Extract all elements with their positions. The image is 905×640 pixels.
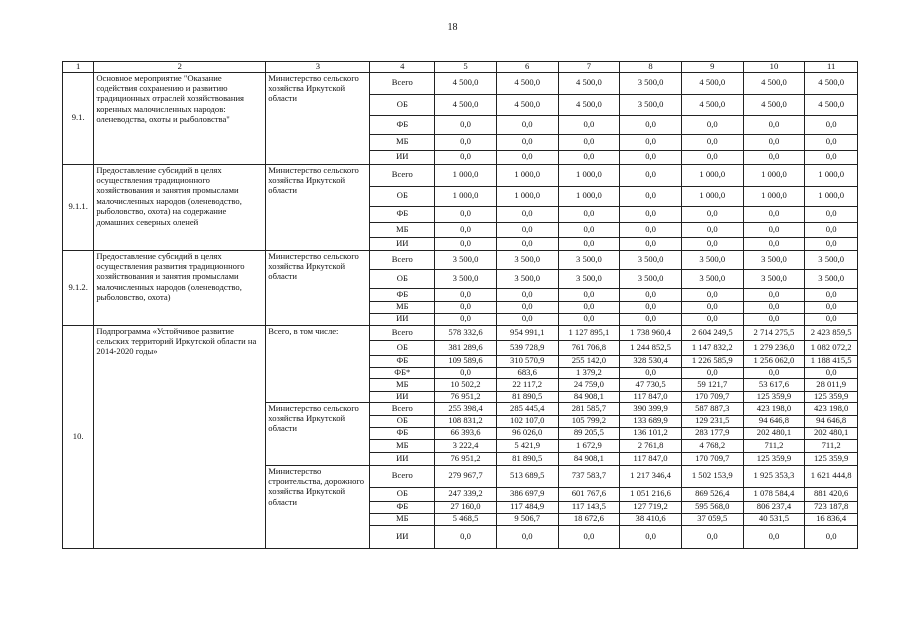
funding-source: ФБ*	[370, 367, 435, 378]
amount-cell: 285 445,4	[496, 402, 558, 415]
funding-source: ИИ	[370, 237, 435, 250]
table-body	[63, 62, 858, 549]
amount-cell: 3 500,0	[681, 250, 743, 269]
amount-cell: 5 421,9	[496, 439, 558, 452]
amount-cell: 1 188 415,5	[805, 355, 858, 367]
amount-cell: 3 500,0	[620, 72, 682, 94]
executor-cell: Всего, в том числе:	[266, 325, 370, 402]
amount-cell: 133 689,9	[620, 415, 682, 427]
amount-cell: 1 000,0	[435, 164, 497, 186]
amount-cell: 4 500,0	[496, 72, 558, 94]
amount-cell: 0,0	[558, 150, 620, 164]
amount-cell: 1 000,0	[558, 164, 620, 186]
amount-cell: 127 719,2	[620, 501, 682, 513]
amount-cell: 4 500,0	[558, 72, 620, 94]
amount-cell: 310 570,9	[496, 355, 558, 367]
amount-cell: 1 000,0	[496, 186, 558, 206]
table-row	[63, 72, 858, 94]
amount-cell: 3 500,0	[743, 250, 805, 269]
column-number-row	[63, 62, 858, 73]
amount-cell: 1 672,9	[558, 439, 620, 452]
section-title: Предоставление субсидий в целях осуществления развития традиционного хозяйствования и занятия промыслами малочисленных народов (оленеводство, рыболовство, охота)	[94, 250, 266, 325]
amount-cell: 0,0	[496, 301, 558, 313]
amount-cell: 1 000,0	[435, 186, 497, 206]
amount-cell: 3 500,0	[620, 94, 682, 115]
funding-source: ИИ	[370, 313, 435, 325]
amount-cell: 587 887,3	[681, 402, 743, 415]
funding-source: ОБ	[370, 269, 435, 288]
amount-cell: 0,0	[558, 313, 620, 325]
amount-cell: 881 420,6	[805, 487, 858, 501]
amount-cell: 0,0	[435, 288, 497, 301]
column-number: 5	[435, 62, 497, 73]
amount-cell: 0,0	[681, 134, 743, 150]
amount-cell: 0,0	[620, 237, 682, 250]
amount-cell: 0,0	[496, 313, 558, 325]
amount-cell: 3 500,0	[681, 269, 743, 288]
amount-cell: 723 187,8	[805, 501, 858, 513]
amount-cell: 578 332,6	[435, 325, 497, 340]
amount-cell: 4 500,0	[558, 94, 620, 115]
amount-cell: 0,0	[805, 115, 858, 134]
amount-cell: 4 500,0	[435, 94, 497, 115]
amount-cell: 76 951,2	[435, 452, 497, 465]
amount-cell: 4 500,0	[435, 72, 497, 94]
amount-cell: 0,0	[558, 222, 620, 237]
column-number: 7	[558, 62, 620, 73]
amount-cell: 0,0	[743, 367, 805, 378]
amount-cell: 0,0	[496, 525, 558, 548]
amount-cell: 1 925 353,3	[743, 465, 805, 487]
funding-source: МБ	[370, 301, 435, 313]
amount-cell: 125 359,9	[743, 391, 805, 402]
amount-cell: 81 890,5	[496, 391, 558, 402]
amount-cell: 0,0	[620, 164, 682, 186]
funding-source: МБ	[370, 513, 435, 525]
amount-cell: 1 244 852,5	[620, 340, 682, 355]
amount-cell: 711,2	[805, 439, 858, 452]
amount-cell: 0,0	[620, 301, 682, 313]
amount-cell: 0,0	[620, 222, 682, 237]
amount-cell: 136 101,2	[620, 427, 682, 439]
amount-cell: 1 000,0	[681, 164, 743, 186]
amount-cell: 386 697,9	[496, 487, 558, 501]
amount-cell: 125 359,9	[743, 452, 805, 465]
amount-cell: 0,0	[743, 115, 805, 134]
amount-cell: 170 709,7	[681, 391, 743, 402]
funding-source: ИИ	[370, 391, 435, 402]
amount-cell: 1 000,0	[805, 186, 858, 206]
column-number: 4	[370, 62, 435, 73]
amount-cell: 38 410,6	[620, 513, 682, 525]
amount-cell: 0,0	[743, 301, 805, 313]
amount-cell: 1 000,0	[743, 186, 805, 206]
section-code: 9.1.	[63, 72, 94, 164]
amount-cell: 0,0	[743, 134, 805, 150]
funding-source: ФБ	[370, 115, 435, 134]
funding-source: Всего	[370, 250, 435, 269]
amount-cell: 18 672,6	[558, 513, 620, 525]
funding-source: ФБ	[370, 288, 435, 301]
amount-cell: 0,0	[805, 150, 858, 164]
amount-cell: 0,0	[558, 525, 620, 548]
amount-cell: 0,0	[743, 288, 805, 301]
amount-cell: 3 500,0	[435, 250, 497, 269]
amount-cell: 247 339,2	[435, 487, 497, 501]
amount-cell: 0,0	[681, 237, 743, 250]
amount-cell: 0,0	[743, 150, 805, 164]
amount-cell: 202 480,1	[743, 427, 805, 439]
amount-cell: 0,0	[805, 206, 858, 222]
amount-cell: 539 728,9	[496, 340, 558, 355]
funding-source: ФБ	[370, 501, 435, 513]
amount-cell: 170 709,7	[681, 452, 743, 465]
funding-source: Всего	[370, 164, 435, 186]
amount-cell: 954 991,1	[496, 325, 558, 340]
amount-cell: 0,0	[496, 134, 558, 150]
amount-cell: 0,0	[496, 150, 558, 164]
funding-source: ОБ	[370, 94, 435, 115]
amount-cell: 328 530,4	[620, 355, 682, 367]
funding-source: МБ	[370, 222, 435, 237]
amount-cell: 1 000,0	[681, 186, 743, 206]
table-row	[63, 325, 858, 340]
amount-cell: 4 500,0	[805, 94, 858, 115]
amount-cell: 10 502,2	[435, 378, 497, 391]
amount-cell: 96 026,0	[496, 427, 558, 439]
amount-cell: 423 198,0	[743, 402, 805, 415]
amount-cell: 0,0	[743, 222, 805, 237]
executor-cell: Министерство сельского хозяйства Иркутской области	[266, 250, 370, 325]
column-number: 8	[620, 62, 682, 73]
amount-cell: 737 583,7	[558, 465, 620, 487]
amount-cell: 125 359,9	[805, 452, 858, 465]
amount-cell: 1 217 346,4	[620, 465, 682, 487]
funding-source: ИИ	[370, 150, 435, 164]
amount-cell: 255 142,0	[558, 355, 620, 367]
amount-cell: 0,0	[496, 288, 558, 301]
amount-cell: 0,0	[558, 134, 620, 150]
amount-cell: 0,0	[496, 206, 558, 222]
amount-cell: 601 767,6	[558, 487, 620, 501]
amount-cell: 47 730,5	[620, 378, 682, 391]
funding-source: ФБ	[370, 206, 435, 222]
budget-table	[62, 61, 858, 549]
amount-cell: 0,0	[681, 150, 743, 164]
amount-cell: 255 398,4	[435, 402, 497, 415]
amount-cell: 390 399,9	[620, 402, 682, 415]
amount-cell: 4 500,0	[681, 94, 743, 115]
amount-cell: 0,0	[620, 367, 682, 378]
amount-cell: 0,0	[435, 525, 497, 548]
amount-cell: 3 500,0	[805, 250, 858, 269]
amount-cell: 202 480,1	[805, 427, 858, 439]
amount-cell: 806 237,4	[743, 501, 805, 513]
amount-cell: 0,0	[681, 206, 743, 222]
amount-cell: 3 500,0	[743, 269, 805, 288]
amount-cell: 0,0	[558, 206, 620, 222]
funding-source: МБ	[370, 439, 435, 452]
column-number: 3	[266, 62, 370, 73]
amount-cell: 0,0	[435, 237, 497, 250]
amount-cell: 0,0	[435, 367, 497, 378]
executor-cell: Министерство строительства, дорожного хозяйства Иркутской области	[266, 465, 370, 548]
amount-cell: 3 500,0	[558, 250, 620, 269]
amount-cell: 105 799,2	[558, 415, 620, 427]
amount-cell: 381 289,6	[435, 340, 497, 355]
amount-cell: 1 000,0	[743, 164, 805, 186]
amount-cell: 281 585,7	[558, 402, 620, 415]
amount-cell: 0,0	[558, 237, 620, 250]
amount-cell: 24 759,0	[558, 378, 620, 391]
amount-cell: 2 423 859,5	[805, 325, 858, 340]
amount-cell: 22 117,2	[496, 378, 558, 391]
amount-cell: 1 279 236,0	[743, 340, 805, 355]
amount-cell: 3 500,0	[805, 269, 858, 288]
amount-cell: 0,0	[620, 288, 682, 301]
amount-cell: 1 738 960,4	[620, 325, 682, 340]
amount-cell: 0,0	[620, 150, 682, 164]
amount-cell: 4 500,0	[743, 72, 805, 94]
amount-cell: 84 908,1	[558, 452, 620, 465]
amount-cell: 4 500,0	[805, 72, 858, 94]
amount-cell: 0,0	[743, 313, 805, 325]
amount-cell: 3 500,0	[558, 269, 620, 288]
amount-cell: 0,0	[743, 525, 805, 548]
amount-cell: 0,0	[805, 525, 858, 548]
funding-source: Всего	[370, 465, 435, 487]
amount-cell: 0,0	[558, 115, 620, 134]
amount-cell: 4 500,0	[681, 72, 743, 94]
amount-cell: 0,0	[805, 367, 858, 378]
amount-cell: 0,0	[743, 237, 805, 250]
amount-cell: 117 484,9	[496, 501, 558, 513]
executor-cell: Министерство сельского хозяйства Иркутской области	[266, 402, 370, 465]
amount-cell: 4 500,0	[496, 94, 558, 115]
amount-cell: 3 222,4	[435, 439, 497, 452]
amount-cell: 117 847,0	[620, 452, 682, 465]
funding-source: ФБ	[370, 427, 435, 439]
amount-cell: 0,0	[435, 115, 497, 134]
amount-cell: 0,0	[620, 186, 682, 206]
amount-cell: 37 059,5	[681, 513, 743, 525]
funding-source: Всего	[370, 72, 435, 94]
amount-cell: 4 500,0	[743, 94, 805, 115]
funding-source: Всего	[370, 325, 435, 340]
amount-cell: 0,0	[681, 313, 743, 325]
amount-cell: 117 847,0	[620, 391, 682, 402]
amount-cell: 0,0	[805, 288, 858, 301]
amount-cell: 3 500,0	[496, 250, 558, 269]
funding-source: ОБ	[370, 415, 435, 427]
section-title: Подпрограмма «Устойчивое развитие сельских территорий Иркутской области на 2014-2020 годы»	[94, 325, 266, 548]
amount-cell: 869 526,4	[681, 487, 743, 501]
amount-cell: 0,0	[681, 525, 743, 548]
amount-cell: 3 500,0	[620, 269, 682, 288]
amount-cell: 109 589,6	[435, 355, 497, 367]
section-title: Предоставление субсидий в целях осуществления традиционного хозяйствования и занятия промыслами малочисленных народов (оленеводство, рыболовство, охота) на содержание домашних северных оленей	[94, 164, 266, 250]
funding-source: ОБ	[370, 186, 435, 206]
column-number: 6	[496, 62, 558, 73]
amount-cell: 0,0	[435, 206, 497, 222]
amount-cell: 1 082 072,2	[805, 340, 858, 355]
amount-cell: 595 568,0	[681, 501, 743, 513]
amount-cell: 117 143,5	[558, 501, 620, 513]
page-number: 18	[447, 22, 458, 33]
amount-cell: 1 502 153,9	[681, 465, 743, 487]
amount-cell: 0,0	[496, 237, 558, 250]
amount-cell: 0,0	[681, 115, 743, 134]
section-code: 9.1.2.	[63, 250, 94, 325]
amount-cell: 1 000,0	[805, 164, 858, 186]
amount-cell: 66 393,6	[435, 427, 497, 439]
funding-source: Всего	[370, 402, 435, 415]
amount-cell: 0,0	[805, 301, 858, 313]
amount-cell: 3 500,0	[496, 269, 558, 288]
amount-cell: 76 951,2	[435, 391, 497, 402]
amount-cell: 4 768,2	[681, 439, 743, 452]
amount-cell: 279 967,7	[435, 465, 497, 487]
amount-cell: 0,0	[805, 222, 858, 237]
column-number: 2	[94, 62, 266, 73]
amount-cell: 283 177,9	[681, 427, 743, 439]
amount-cell: 1 621 444,8	[805, 465, 858, 487]
amount-cell: 0,0	[743, 206, 805, 222]
amount-cell: 129 231,5	[681, 415, 743, 427]
column-number: 10	[743, 62, 805, 73]
executor-cell: Министерство сельского хозяйства Иркутской области	[266, 164, 370, 250]
amount-cell: 423 198,0	[805, 402, 858, 415]
amount-cell: 1 051 216,6	[620, 487, 682, 501]
amount-cell: 0,0	[435, 313, 497, 325]
amount-cell: 0,0	[496, 222, 558, 237]
section-code: 10.	[63, 325, 94, 548]
amount-cell: 683,6	[496, 367, 558, 378]
table-row	[63, 250, 858, 269]
amount-cell: 0,0	[681, 222, 743, 237]
funding-source: МБ	[370, 378, 435, 391]
amount-cell: 1 078 584,4	[743, 487, 805, 501]
amount-cell: 1 256 062,0	[743, 355, 805, 367]
section-code: 9.1.1.	[63, 164, 94, 250]
funding-source: ОБ	[370, 487, 435, 501]
amount-cell: 1 000,0	[558, 186, 620, 206]
amount-cell: 2 604 249,5	[681, 325, 743, 340]
amount-cell: 5 468,5	[435, 513, 497, 525]
amount-cell: 9 506,7	[496, 513, 558, 525]
amount-cell: 89 205,5	[558, 427, 620, 439]
amount-cell: 513 689,5	[496, 465, 558, 487]
amount-cell: 94 646,8	[743, 415, 805, 427]
amount-cell: 40 531,5	[743, 513, 805, 525]
amount-cell: 2 714 275,5	[743, 325, 805, 340]
amount-cell: 0,0	[620, 115, 682, 134]
amount-cell: 59 121,7	[681, 378, 743, 391]
amount-cell: 3 500,0	[620, 250, 682, 269]
amount-cell: 3 500,0	[435, 269, 497, 288]
amount-cell: 0,0	[681, 367, 743, 378]
amount-cell: 16 836,4	[805, 513, 858, 525]
amount-cell: 0,0	[620, 525, 682, 548]
amount-cell: 0,0	[620, 134, 682, 150]
funding-source: МБ	[370, 134, 435, 150]
amount-cell: 84 908,1	[558, 391, 620, 402]
amount-cell: 0,0	[435, 222, 497, 237]
amount-cell: 81 890,5	[496, 452, 558, 465]
amount-cell: 94 646,8	[805, 415, 858, 427]
table-row	[63, 164, 858, 186]
amount-cell: 27 160,0	[435, 501, 497, 513]
amount-cell: 1 127 895,1	[558, 325, 620, 340]
amount-cell: 28 011,9	[805, 378, 858, 391]
funding-source: ФБ	[370, 355, 435, 367]
amount-cell: 0,0	[681, 288, 743, 301]
amount-cell: 108 831,2	[435, 415, 497, 427]
executor-cell: Министерство сельского хозяйства Иркутской области	[266, 72, 370, 164]
amount-cell: 0,0	[805, 237, 858, 250]
funding-source: ИИ	[370, 525, 435, 548]
amount-cell: 125 359,9	[805, 391, 858, 402]
amount-cell: 0,0	[558, 288, 620, 301]
column-number: 9	[681, 62, 743, 73]
amount-cell: 0,0	[435, 134, 497, 150]
funding-source: ИИ	[370, 452, 435, 465]
amount-cell: 0,0	[496, 115, 558, 134]
amount-cell: 0,0	[805, 134, 858, 150]
amount-cell: 1 226 585,9	[681, 355, 743, 367]
section-title: Основное мероприятие "Оказание содействия сохранению и развитию традиционных отраслей хозяйствования коренных малочисленных народов: оленеводства, охоты и рыболовства"	[94, 72, 266, 164]
amount-cell: 0,0	[620, 206, 682, 222]
column-number: 11	[805, 62, 858, 73]
amount-cell: 0,0	[435, 301, 497, 313]
amount-cell: 0,0	[558, 301, 620, 313]
amount-cell: 711,2	[743, 439, 805, 452]
amount-cell: 1 379,2	[558, 367, 620, 378]
funding-source: ОБ	[370, 340, 435, 355]
amount-cell: 102 107,0	[496, 415, 558, 427]
amount-cell: 0,0	[435, 150, 497, 164]
amount-cell: 1 000,0	[496, 164, 558, 186]
amount-cell: 0,0	[620, 313, 682, 325]
amount-cell: 0,0	[681, 301, 743, 313]
amount-cell: 761 706,8	[558, 340, 620, 355]
amount-cell: 0,0	[805, 313, 858, 325]
amount-cell: 2 761,8	[620, 439, 682, 452]
amount-cell: 53 617,6	[743, 378, 805, 391]
amount-cell: 1 147 832,2	[681, 340, 743, 355]
column-number: 1	[63, 62, 94, 73]
